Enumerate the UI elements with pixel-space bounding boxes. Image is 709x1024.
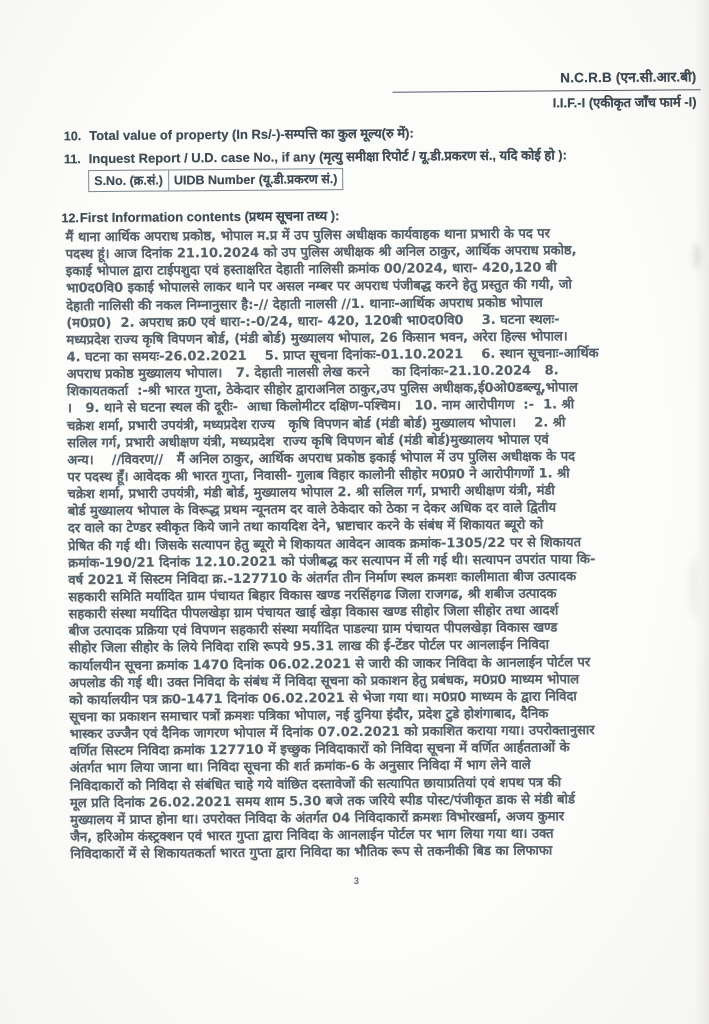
fir-text-line: चक्रेश शर्मा, प्रभारी उपयंत्री, मंडी बोर्ड, मुख्यालय भोपाल 2. श्री सलिल गर्ग, प्रभारी अधीक्षण यंत्री, मंडी: [67, 483, 555, 503]
fir-text-line: वर्णित सिस्टम निविदा क्रमांक 127710 में इच्छुक निविदाकारों को निविदा सूचना में वर्णित आर्हतताओं के: [69, 740, 570, 760]
fir-text-line: अंतर्गत भाग लिया जाना था। निविदा सूचना की शर्त क्रमांक-6 के अनुसार निविदा में भाग लेने वाले: [69, 757, 531, 777]
fir-text-line: इकाई भोपाल द्वारा टाईपशुदा एवं हस्ताक्षरित देहाती नालिसी क्रमांक 00/2024, धारा- 420,120 बी: [65, 260, 557, 280]
fir-text-line: पदस्थ हूं। आज दिनांक 21.10.2024 को उप पुलिस अधीक्षक श्री अनिल ठाकुर, आर्थिक अपराध प्रकोष्ठ,: [65, 243, 577, 263]
ud-table-col-uidb: UIDB Number (यू.डी.प्रकरण सं.): [169, 168, 344, 191]
page-number: 3: [353, 875, 360, 888]
item-label: First Information contents (प्रथम सूचना तथ्य ):: [79, 208, 340, 226]
fir-text-line: अपलोड की गई थी। उक्त निविदा के संबंध में निविदा सूचना को प्रकाशन हेतु प्रबंधक, म0प्र0 माध्यम भोपाल: [69, 671, 580, 691]
item-number: 12.: [61, 211, 79, 226]
fir-text-line: मैं थाना आर्थिक अपराध प्रकोष्ठ, भोपाल म.प्र में उप पुलिस अधीक्षक कार्यवाहक थाना प्रभारी के पद पर: [65, 226, 551, 246]
fir-text-line: बोर्ड मुख्यालय भोपाल के विरूद्ध प्रथम न्यूनतम दर वाले ठेकेदार को ठेका न देकर अधिक दर वाले द्वितीय: [67, 500, 557, 520]
ud-table-col-sno: S.No. (क्र.सं.): [88, 169, 169, 192]
fir-text-line: चक्रेश शर्मा, प्रभारी उपयंत्री, मध्यप्रदेश राज्य कृषि विपणन बोर्ड (मंडी बोर्ड) मुख्यालय भोपाल। 2. श्री: [67, 414, 566, 434]
fir-text-line: मुख्यालय में प्राप्त होना था। उपरोक्त निविदा के अंतर्गत 04 निविदाकारों क्रमशः विभोरखर्मा, अजय कुमार: [70, 809, 565, 829]
fir-text-line: वर्ष 2021 में सिस्टम निविदा क्र.-127710 के अंतर्गत तीन निर्माण स्थल क्रमशः कालीमाता बीज उत्पादक: [68, 569, 577, 589]
fir-text-line: दर वाले का टेण्डर स्वीकृत किये जाने तथा कायदिश देने, भ्रष्टाचार करने के संबंध में शिकायत ब्यूरो को: [67, 517, 544, 537]
fir-text-line: देहाती नालिसी की नकल निम्नानुसार है:-// देहाती नालसी //1. थानाः-आर्थिक अपराध प्रकोष्ठ भोपाल: [66, 295, 543, 314]
fir-text-line: को कार्यालयीन पत्र क्र0-1471 दिनांक 06.02.2021 से भेजा गया था। म0प्र0 माध्यम के द्वारा निविदा: [69, 689, 577, 709]
fir-text-line: सहकारी समिति मर्यादित ग्राम पंचायत बिहार विकास खण्ड नरसिंहगढ जिला राजगढ, श्री शबीज उत्पादक: [68, 586, 557, 606]
item-number: 11.: [63, 152, 81, 167]
fir-contents-text: [66, 225, 657, 864]
fir-text-line: अपराध प्रकोष्ठ मुख्यालय भोपाल। 7. देहाती नालसी लेख करने का दिनांकः-21.10.2024 8.: [66, 363, 559, 383]
fir-text-line: सहकारी संस्था मर्यादित पीपलखेड़ा ग्राम पंचायत खाई खेड़ा विकास खण्ड सीहोर जिला सीहोर तथा आदर्श: [68, 603, 559, 623]
fir-text-line: भा0द0वि0 इकाई भोपालसे लाकर थाने पर असल नम्बर पर अपराध पंजीबद्ध करने हेतु प्रस्तुत की गयी, जो: [65, 277, 572, 297]
item-label: Inquest Report / U.D. case No., if any (मृत्यु समीक्षा रिपोर्ट / यू.डी.प्रकरण सं., यदि कोई हो ):: [88, 147, 568, 167]
fir-text-line: सूचना का प्रकाशन समाचार पत्रों क्रमशः पत्रिका भोपाल, नई दुनिया इंदौर, प्रदेश टुडे होशंगाबाद, दैनिक: [69, 706, 549, 726]
fir-text-line: क्रमांक-190/21 दिनांक 12.10.2021 को पंजीबद्ध कर सत्यापन में ली गई थी। सत्यापन उपरांत पाया कि-: [68, 551, 596, 571]
fir-text-line: जैन, हरिओम कंस्ट्रक्शन एवं भारत गुप्ता द्वारा निविदा के आनलाईन पोर्टल पर भाग लिया गया था। उक्त: [70, 826, 554, 846]
scan-smudge: [693, 243, 701, 269]
item-label: Total value of property (In Rs/-)-सम्पत्ति का कुल मूल्य(रु में):: [89, 125, 414, 144]
fir-text-line: पर पदस्थ हूँ। आवेदक श्री भारत गुप्ता, निवासी- गुलाब विहार कालोनी सीहोर म0प्र0 ने आरोपीगणों 1. श्री: [67, 466, 570, 486]
scan-smudge: [689, 557, 699, 617]
fir-text-line: शिकायतकर्ता :-श्री भारत गुप्ता, ठेकेदार सीहोर द्वाराअनिल ठाकुर,उप पुलिस अधीक्षक,ई0ओ0डब्ल्यू,भोपाल: [66, 380, 578, 400]
fir-text-line: बीज उत्पादक प्रक्रिया एवं विपणन सहकारी संस्था मर्यादित पाडल्या ग्राम पंचायत पीपलखेड़ा विकास खण्ड: [68, 620, 558, 640]
fir-text-line: 4. घटना का समयः-26.02.2021 5. प्राप्त सूचना दिनांकः-01.10.2021 6. स्थान सूचनाः-आर्थिक: [66, 346, 599, 366]
item-11-inquest-report: [64, 145, 567, 167]
fir-text-line: सीहोर जिला सीहोर के लिये निविदा राशि रूपये 95.31 लाख की ई-टेंडर पोर्टल पर आनलाईन निविदा: [68, 637, 549, 657]
fir-text-line: कार्यालयीन सूचना क्रमांक 1470 दिनांक 06.02.2021 से जारी की जाकर निविदा के आनलाईन पोर्टल पर: [68, 654, 591, 674]
fir-text-line: सलिल गर्ग, प्रभारी अधीक्षण यंत्री, मध्यप्रदेश राज्य कृषि विपणन बोर्ड (मंडी बोर्ड)मुख्यालय भोपाल एवं: [67, 432, 549, 451]
item-number: 10.: [63, 129, 82, 144]
ud-case-table: [88, 168, 343, 192]
fir-text-line: अन्य। //विवरण// मैं अनिल ठाकुर, आर्थिक अपराध प्रकोष्ठ इकाई भोपाल में उप पुलिस अधीक्षक के पद: [67, 449, 576, 469]
fir-text-line: (म0प्र0) 2. अपराध क्र0 एवं धारा-:-0/24, धारा- 420, 120बी भा0द0वि0 3. घटना स्थलः-: [66, 312, 560, 331]
fir-text-line: मध्यप्रदेश राज्य कृषि विपणन बोर्ड, (मंडी बोर्ड) मुख्यालय भोपाल, 26 किसान भवन, अरेरा हिल्स भोपाल।: [66, 329, 568, 349]
fir-text-line: भास्कर उज्जैन एवं दैनिक जागरण भोपाल में दिनांक 07.02.2021 को प्रकाशित कराया गया। उपरोक्तानुसार: [69, 723, 595, 743]
fir-text-line: मूल प्रति दिनांक 26.02.2021 समय शाम 5.30 बजे तक जरिये स्पीड पोस्ट/पंजीकृत डाक से मंडी बोर्ड: [70, 791, 575, 811]
fir-text-line: प्रेषित की गई थी। जिसके सत्यापन हेतु ब्यूरो मे शिकायत आवेदन आवक क्रमांक-1305/22 पर से शिकायत: [68, 534, 582, 554]
item-10-total-property-value: [64, 124, 414, 145]
ncrb-title: N.C.R.B (एन.सी.आर.बी): [560, 69, 697, 86]
fir-text-line: । 9. थाने से घटना स्थल की दूरीः- आधा किलोमीटर दक्षिण-पश्चिम। 10. नाम आरोपीगण :- 1. श्री: [66, 397, 575, 417]
fir-text-line: निविदाकारों में से शिकायतकर्ता भारत गुप्ता द्वारा निविदा का भौतिक रूप से तकनीकी बिड का लिफाफा: [70, 843, 553, 863]
iif-form-title: I.I.F.-I (एकीकृत जाँच फार्म -I): [552, 94, 697, 111]
fir-text-line: निविदाकारों को निविदा से संबंधित चाहे गये वांछित दस्तावेजों की सत्यापित छायाप्रतियां एवं शपथ पत्र की: [69, 774, 562, 794]
item-12-first-information-contents: [61, 206, 339, 226]
